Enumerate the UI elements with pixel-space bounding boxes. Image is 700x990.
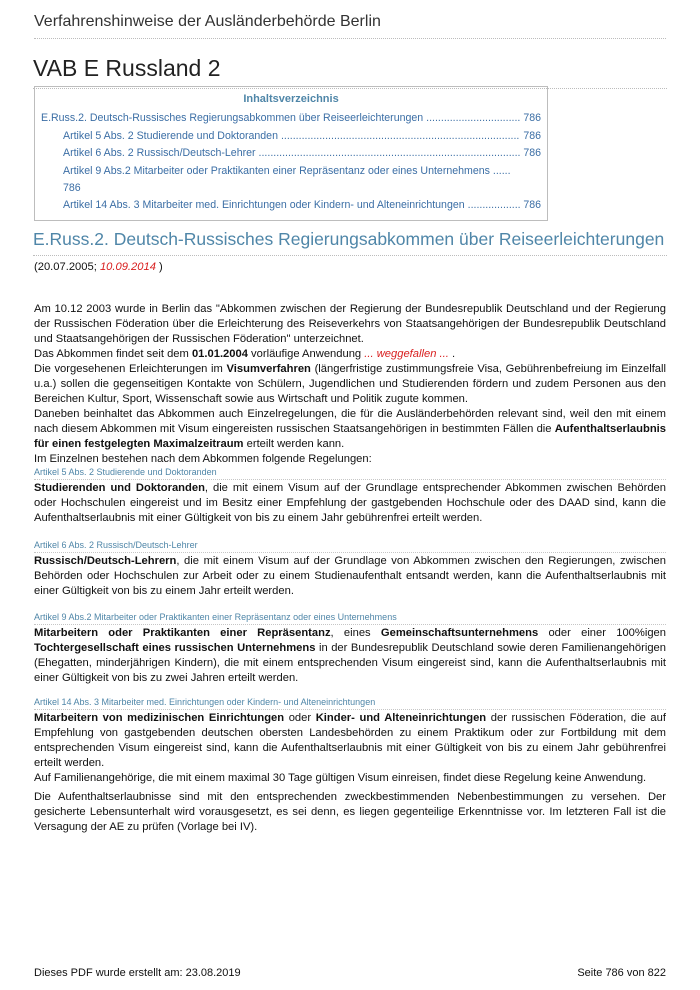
article-5-text (34, 481, 666, 526)
text-run: Das Abkommen findet seit dem (34, 348, 192, 360)
text-run: Daneben beinhaltet das Abkommen auch Einzelregelungen, die für die Ausländerbehörden relevant sind, weil den mit einem nach diesem Abkommen mit Visum eingereisten russischen Staatsangehörigen in bestimmten Fällen die (34, 408, 666, 435)
document-title: VAB E Russland 2 (33, 55, 667, 89)
toc-item-label: Artikel 5 Abs. 2 Studierende und Doktoranden (63, 129, 278, 142)
text-run: . (448, 348, 456, 360)
date-open: (20.07.2005; (34, 261, 100, 273)
bold-term: Kinder- und Alteneinrichtungen (315, 712, 487, 724)
article-paragraph (34, 626, 666, 686)
table-of-contents (34, 86, 548, 221)
text-run: oder (284, 712, 316, 724)
article-14-text (34, 711, 666, 786)
text-run: , die mit einem Visum auf der Grundlage von Abkommen zwischen den Regierungen, zwischen Behörden oder Hochschulen zur Arbeit oder zu einem Studienaufenthalt entsandt werden, kann die Aufenthaltserlaubnis mit einer Gültigkeit von bis zu einem Jahr erteilt werden. (34, 555, 666, 597)
intro-paragraph-1: Am 10.12 2003 wurde in Berlin das "Abkommen zwischen der Regierung der Bundesrepublik Deutschland und der Regierung der Russischen Föderation über die Erleichterung des Reiseverkehrs von Staatsangehörigen der Bundesrepublik Deutschland und Staatsangehörigen der Russischen Föderation" unterzeichnet. (34, 303, 666, 345)
toc-item-label: Artikel 9 Abs.2 Mitarbeiter oder Praktikanten einer Repräsentanz oder eines Unternehmens (63, 164, 490, 177)
text-run: der russischen Föderation, die auf Empfehlung von gastgebenden deutschen obersten Landesbehörden zu einem Praktikum oder zur Fortbildung mit dem entsprechenden Visum eingereist sind, kann die Aufenthaltserlaubnis mit einer Gültigkeit von bis zu einem Jahr gebührenfrei erteilt werden. (34, 712, 666, 769)
bold-term: Tochtergesellschaft eines russischen Unternehmens (34, 642, 316, 654)
text-run: (längerfristige zustimmungsfreie Visa, Gebührenbefreiung im Einzelfall u.a.) sollen die gegenseitigen Kontakte von Schülern, Jugendlichen und Studierenden fördern und zudem Personen aus den Bereichen Kultur, Sport, Wissenschaft sowie aus Wirtschaft und Politik zugute kommen. (34, 363, 666, 405)
toc-leader-dots (259, 145, 521, 163)
toc-item-label: Artikel 6 Abs. 2 Russisch/Deutsch-Lehrer (63, 147, 256, 159)
bold-term: Studierenden und Doktoranden (34, 482, 205, 494)
closing-paragraph: Die Aufenthaltserlaubnisse sind mit den entsprechenden zweckbestimmenden Nebenbestimmungen zu versehen. Der gesicherte Lebensunterhalt wird vorausgesetzt, es sei denn, es liegen gegenteilige Erkenntnisse vor. Im letzteren Fall ist die Versagung der AE zu prüfen (Vorlage bei IV). (34, 791, 666, 833)
removed-marker: ... weggefallen ... (364, 348, 449, 360)
bold-date: 01.01.2004 (191, 348, 248, 360)
article-note: Auf Familienangehörige, die mit einem maximal 30 Tage gültigen Visum einreisen, findet diese Regelung keine Anwendung. (34, 772, 647, 784)
section-title: E.Russ.2. Deutsch-Russisches Regierungsabkommen über Reiseerleichterungen (33, 229, 667, 256)
text-run: in der Bundesrepublik Deutschland sowie deren Familienangehörigen (Ehegatten, minderjährigen Kindern), die mit einem entsprechenden Visum eingereist sind, kann die Aufenthaltserlaubnis mit einer Gültigkeit von bis zu zwei Jahren erteilt werden. (34, 642, 666, 684)
text-run: , die mit einem Visum auf der Grundlage entsprechender Abkommen zwischen Behörden oder Hochschulen eingereist und im Besitz einer Empfehlung der gastgebenden Hochschule oder des DAAD sind, kann die Aufenthaltserlaubnis mit einer Gültigkeit von bis zu einem Jahr gebührenfrei erteilt werden. (34, 482, 666, 524)
date-close: ) (155, 261, 163, 273)
toc-leader-dots (281, 128, 520, 146)
intro-paragraph-2 (34, 347, 666, 362)
running-header: Verfahrenshinweise der Ausländerbehörde Berlin (34, 13, 666, 39)
toc-item-artikel-9[interactable] (41, 163, 541, 197)
intro-paragraph-4 (34, 407, 666, 452)
text-run: Die vorgesehenen Erleichterungen im (34, 363, 227, 375)
intro-text (34, 302, 666, 467)
article-heading: Artikel 9 Abs.2 Mitarbeiter oder Praktikanten einer Repräsentanz oder eines Unternehmens (34, 612, 666, 625)
footer-created: Dieses PDF wurde erstellt am: 23.08.2019 (34, 967, 241, 979)
text-run: , eines (330, 627, 381, 639)
toc-item-label: Artikel 14 Abs. 3 Mitarbeiter med. Einrichtungen oder Kindern- und Alteneinrichtungen (63, 198, 465, 211)
article-paragraph (34, 711, 666, 771)
toc-heading: Inhaltsverzeichnis (243, 93, 339, 105)
toc-item-artikel-5[interactable] (41, 128, 541, 146)
toc-item-artikel-14[interactable] (41, 197, 541, 215)
article-9-text (34, 626, 666, 686)
toc-item-page: 786 (523, 112, 541, 124)
toc-item-label: E.Russ.2. Deutsch-Russisches Regierungsabkommen über Reiseerleichterungen (41, 112, 424, 124)
toc-item-page: 786 (523, 129, 541, 142)
article-paragraph (34, 554, 666, 599)
toc-leader-dots (426, 110, 520, 128)
article-paragraph (34, 481, 666, 526)
toc-item-artikel-6[interactable] (41, 145, 541, 163)
article-heading: Artikel 14 Abs. 3 Mitarbeiter med. Einrichtungen oder Kindern- und Alteneinrichtungen (34, 697, 666, 710)
bold-term: Visumverfahren (226, 363, 311, 375)
text-run: oder einer 100%igen (538, 627, 666, 639)
text-run: erteilt werden kann. (243, 438, 345, 450)
bold-term: Mitarbeitern oder Praktikanten einer Repräsentanz (34, 627, 331, 639)
article-heading: Artikel 6 Abs. 2 Russisch/Deutsch-Lehrer (34, 540, 666, 553)
bold-term: Gemeinschaftsunternehmens (380, 627, 539, 639)
toc-item-page: 786 (523, 198, 541, 211)
article-6-text (34, 554, 666, 599)
footer-page-number: Seite 786 von 822 (577, 967, 666, 979)
date-changed: 10.09.2014 (99, 261, 156, 273)
bold-term: Mitarbeitern von medizinischen Einrichtungen (34, 712, 285, 724)
toc-leader-dots: ...... (492, 164, 511, 177)
intro-paragraph-5: Im Einzelnen bestehen nach dem Abkommen folgende Regelungen: (34, 453, 372, 465)
toc-item-main[interactable] (41, 110, 541, 128)
bold-term: Russisch/Deutsch-Lehrern (34, 555, 177, 567)
toc-item-page: 786 (523, 147, 541, 159)
text-run: vorläufige Anwendung (247, 348, 365, 360)
toc-leader-dots (468, 197, 521, 215)
article-heading: Artikel 5 Abs. 2 Studierende und Doktoranden (34, 467, 666, 480)
bold-term: Aufenthaltserlaubnis für einen festgelegten Maximalzeitraum (34, 423, 666, 450)
intro-paragraph-3 (34, 362, 666, 407)
revision-dates (34, 261, 163, 273)
toc-item-page: 786 (63, 181, 81, 194)
